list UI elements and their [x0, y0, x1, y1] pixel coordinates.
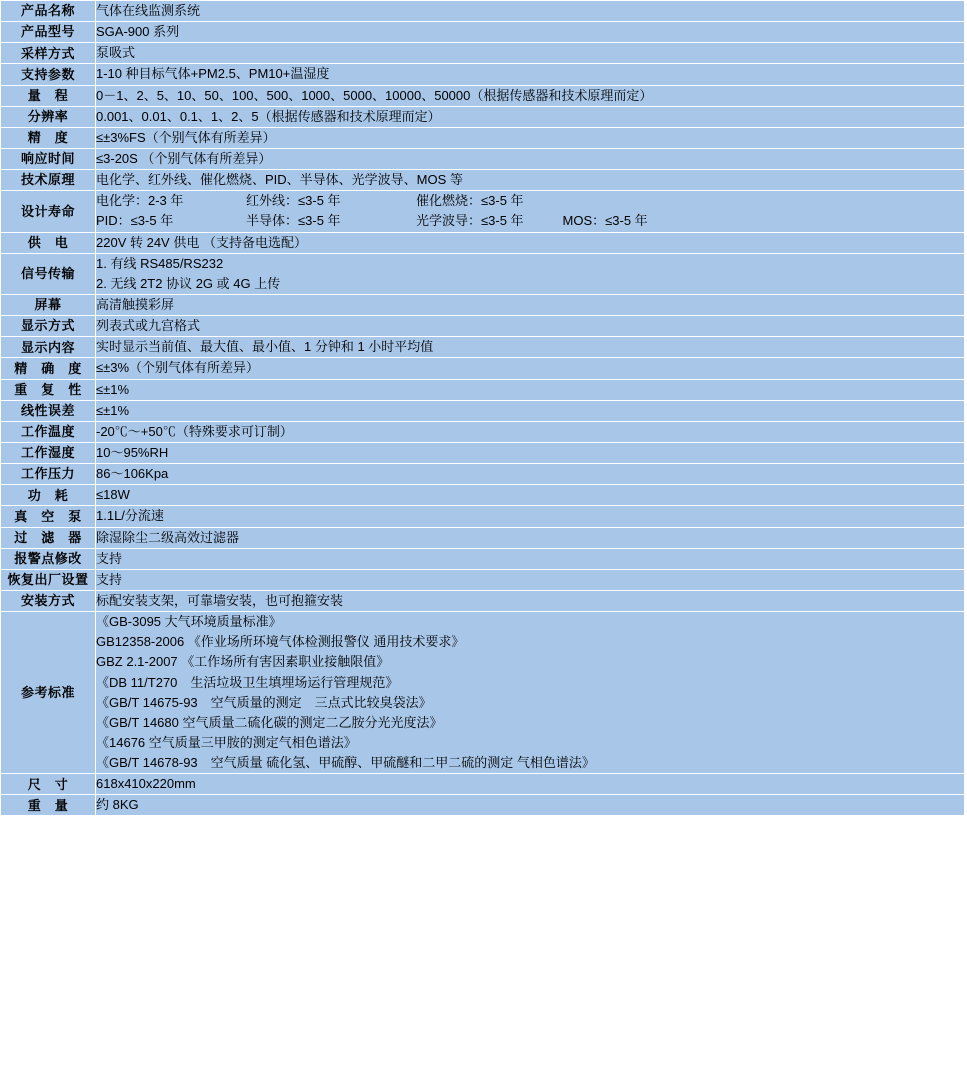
- spec-label: 信号传输: [1, 253, 96, 294]
- lifetime-cell: 红外线：≤3-5 年: [246, 193, 341, 209]
- table-row: [1, 170, 965, 191]
- spec-label: 供 电: [1, 232, 96, 253]
- spec-label: 工作压力: [1, 464, 96, 485]
- standard-item: GB12358-2006 《作业场所环境气体检测报警仪 通用技术要求》: [96, 634, 465, 650]
- spec-label: 支持参数: [1, 64, 96, 85]
- spec-value: [96, 253, 965, 294]
- standard-item: 《GB/T 14678-93 空气质量 硫化氢、甲硫醇、甲硫醚和二甲二硫的测定 气相色谱法》: [96, 755, 595, 771]
- spec-value: 高清触摸彩屏: [96, 294, 965, 315]
- spec-value: ≤±3%FS（个别气体有所差异）: [96, 127, 965, 148]
- spec-value: 泵吸式: [96, 43, 965, 64]
- table-row: [1, 795, 965, 816]
- spec-label: 分辨率: [1, 106, 96, 127]
- spec-value: SGA-900 系列: [96, 22, 965, 43]
- table-row: [1, 774, 965, 795]
- spec-value: 220V 转 24V 供电 （支持备电选配）: [96, 232, 965, 253]
- spec-label: 产品名称: [1, 1, 96, 22]
- table-row: [1, 127, 965, 148]
- table-row: [1, 22, 965, 43]
- lifetime-cell: 电化学：2-3 年: [96, 193, 184, 209]
- table-row: [1, 106, 965, 127]
- table-row: [1, 358, 965, 379]
- spec-value: 10～95%RH: [96, 442, 965, 463]
- spec-label: 过 滤 器: [1, 527, 96, 548]
- spec-label: 功 耗: [1, 485, 96, 506]
- spec-value: 1.1L/分流速: [96, 506, 965, 527]
- table-row: [1, 485, 965, 506]
- spec-label: 重 复 性: [1, 379, 96, 400]
- spec-value: 列表式或九宫格式: [96, 316, 965, 337]
- table-row: [1, 294, 965, 315]
- table-row: [1, 442, 965, 463]
- spec-value: 1-10 种目标气体+PM2.5、PM10+温湿度: [96, 64, 965, 85]
- spec-value: 除湿除尘二级高效过滤器: [96, 527, 965, 548]
- spec-value: 气体在线监测系统: [96, 1, 965, 22]
- table-row: [1, 612, 965, 774]
- spec-value: 支持: [96, 548, 965, 569]
- table-row: [1, 1, 965, 22]
- table-row: [1, 43, 965, 64]
- spec-label: 工作湿度: [1, 442, 96, 463]
- spec-label: 工作温度: [1, 421, 96, 442]
- table-row: [1, 232, 965, 253]
- table-row: [1, 464, 965, 485]
- spec-value-line: 1. 有线 RS485/RS232: [96, 255, 224, 271]
- spec-label: 量 程: [1, 85, 96, 106]
- spec-label: 精 度: [1, 127, 96, 148]
- spec-value: 电化学、红外线、催化燃烧、PID、半导体、光学波导、MOS 等: [96, 170, 965, 191]
- spec-value: 0－1、2、5、10、50、100、500、1000、5000、10000、50000（根据传感器和技术原理而定）: [96, 85, 965, 106]
- lifetime-cell: 半导体：≤3-5 年: [246, 213, 341, 229]
- spec-value: ≤18W: [96, 485, 965, 506]
- spec-label: 产品型号: [1, 22, 96, 43]
- spec-label: 屏幕: [1, 294, 96, 315]
- table-row: [1, 85, 965, 106]
- table-row: [1, 506, 965, 527]
- spec-value: 支持: [96, 569, 965, 590]
- standard-item: 《GB/T 14680 空气质量二硫化碳的测定二乙胺分光光度法》: [96, 714, 443, 730]
- standard-item: GBZ 2.1-2007 《工作场所有害因素职业接触限值》: [96, 654, 390, 670]
- spec-value: 标配安装支架，可靠墙安装，也可抱箍安装: [96, 590, 965, 611]
- spec-value: ≤3-20S （个别气体有所差异）: [96, 148, 965, 169]
- table-row: [1, 253, 965, 294]
- spec-value: -20℃～+50℃（特殊要求可订制）: [96, 421, 965, 442]
- spec-value-line: [96, 211, 964, 231]
- lifetime-cell: 光学波导：≤3-5 年 MOS：≤3-5 年: [416, 213, 648, 229]
- spec-label: 尺 寸: [1, 774, 96, 795]
- spec-label: 显示方式: [1, 316, 96, 337]
- spec-value-line: 2. 无线 2T2 协议 2G 或 4G 上传: [96, 275, 281, 291]
- spec-value: 实时显示当前值、最大值、最小值、1 分钟和 1 小时平均值: [96, 337, 965, 358]
- table-row: [1, 548, 965, 569]
- spec-label: 线性误差: [1, 400, 96, 421]
- spec-value: ≤±1%: [96, 400, 965, 421]
- table-row: [1, 400, 965, 421]
- spec-value-line: [96, 191, 964, 211]
- spec-label: 真 空 泵: [1, 506, 96, 527]
- spec-value: 86～106Kpa: [96, 464, 965, 485]
- standard-item: 《GB/T 14675-93 空气质量的测定 三点式比较臭袋法》: [96, 694, 432, 710]
- spec-value: 0.001、0.01、0.1、1、2、5（根据传感器和技术原理而定）: [96, 106, 965, 127]
- spec-label: 参考标准: [1, 612, 96, 774]
- standard-item: 《DB 11/T270 生活垃圾卫生填埋场运行管理规范》: [96, 674, 399, 690]
- spec-label: 技术原理: [1, 170, 96, 191]
- table-row: [1, 590, 965, 611]
- lifetime-cell: 催化燃烧：≤3-5 年: [416, 193, 524, 209]
- spec-value: 约 8KG: [96, 795, 965, 816]
- spec-value: [96, 612, 965, 774]
- table-row: [1, 191, 965, 232]
- spec-label: 精 确 度: [1, 358, 96, 379]
- spec-label: 安装方式: [1, 590, 96, 611]
- spec-label: 设计寿命: [1, 191, 96, 232]
- table-row: [1, 527, 965, 548]
- standard-item: 《14676 空气质量三甲胺的测定气相色谱法》: [96, 734, 357, 750]
- spec-value: 618x410x220mm: [96, 774, 965, 795]
- spec-value: ≤±1%: [96, 379, 965, 400]
- table-body: [1, 1, 965, 816]
- spec-value: ≤±3%（个别气体有所差异）: [96, 358, 965, 379]
- spec-label: 响应时间: [1, 148, 96, 169]
- spec-label: 显示内容: [1, 337, 96, 358]
- table-row: [1, 148, 965, 169]
- spec-label: 采样方式: [1, 43, 96, 64]
- table-row: [1, 379, 965, 400]
- table-row: [1, 421, 965, 442]
- table-row: [1, 64, 965, 85]
- table-row: [1, 316, 965, 337]
- table-row: [1, 337, 965, 358]
- spec-label: 恢复出厂设置: [1, 569, 96, 590]
- spec-value: [96, 191, 965, 232]
- lifetime-cell: PID：≤3-5 年: [96, 213, 174, 229]
- spec-label: 重 量: [1, 795, 96, 816]
- standard-item: 《GB-3095 大气环境质量标准》: [96, 614, 282, 630]
- table-row: [1, 569, 965, 590]
- spec-label: 报警点修改: [1, 548, 96, 569]
